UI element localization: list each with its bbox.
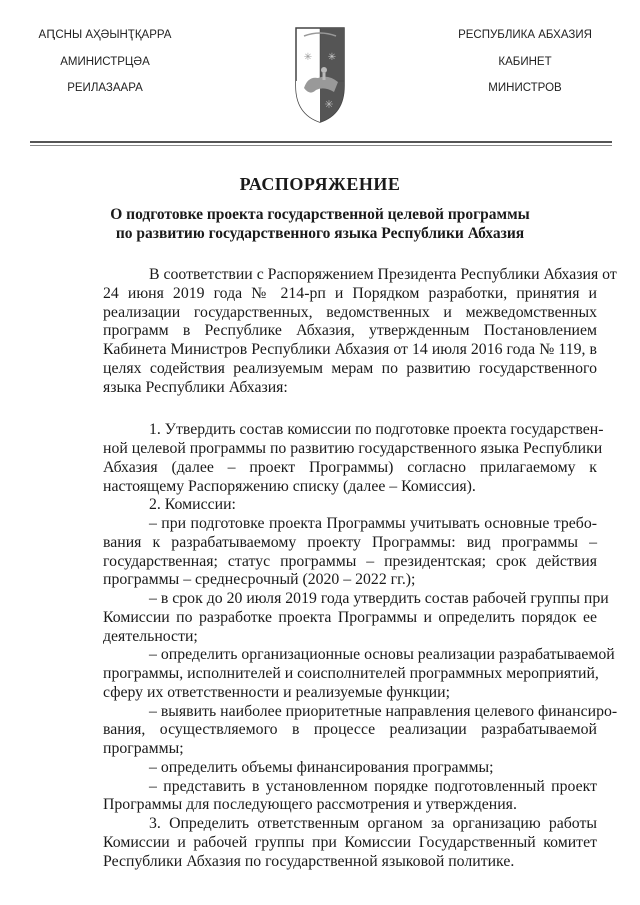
paragraph-line: 3. Определить ответственным органом за организацию работы (149, 815, 597, 832)
document-subtitle (0, 205, 640, 243)
paragraph-line: – определить объемы финансирования программы; (149, 758, 494, 776)
paragraph-line: – выявить наиболее приоритетные направления целевого финансиро- (149, 702, 618, 720)
paragraph (103, 759, 597, 778)
header-line: КАБИНЕТ (498, 55, 552, 68)
paragraph-line: государственная; статус программы – президентская; срок действия (103, 552, 597, 570)
paragraph-line: вания, осуществляемого в процессе реализации разрабатываемой (103, 721, 597, 739)
paragraph-line: сферу их ответственности и реализуемые функции; (103, 683, 450, 701)
svg-text:✳: ✳ (327, 52, 337, 63)
paragraph (103, 646, 615, 702)
coat-of-arms-emblem (294, 26, 346, 124)
paragraph (103, 515, 597, 590)
svg-text:✳: ✳ (303, 52, 313, 63)
paragraph-line: вания к разрабатываемому проекту Программы: вид программы – (103, 533, 597, 551)
header-divider-thick (30, 141, 612, 143)
paragraph-line: языка Республики Абхазия: (103, 378, 288, 396)
paragraph (103, 702, 618, 759)
paragraph (103, 815, 597, 871)
paragraph-line: 2. Комиссии: (149, 496, 236, 514)
paragraph-line: В соответствии с Распоряжением Президента Республики Абхазия от (149, 266, 617, 283)
paragraph-line: Программы для последующего рассмотрения и утверждения. (103, 796, 517, 814)
paragraph-line: Кабинета Министров Республики Абхазия от 14 июля 2016 года № 119, в (103, 341, 597, 358)
header-line: МИНИСТРОВ (488, 82, 562, 94)
paragraph-line: – определить организационные основы реализации разрабатываемой (149, 646, 615, 664)
paragraph-line: деятельности; (103, 627, 198, 645)
paragraph-line: программы – среднесрочный (2020 – 2022 гг.); (103, 571, 416, 589)
header-line: АԤСНЫ АҲӘЫНҬҚАРРА (38, 29, 172, 41)
paragraph-line: Абхазия (далее – проект Программы) согласно прилагаемому к (103, 458, 597, 476)
paragraph (103, 421, 604, 496)
paragraph-line: – при подготовке проекта Программы учитывать основные требо- (149, 515, 597, 532)
svg-text:✳: ✳ (324, 99, 334, 111)
header-line: РЕСПУБЛИКА АБХАЗИЯ (458, 29, 592, 41)
paragraph-line: программ в Республике Абхазия, утвержденным Постановлением (103, 322, 597, 340)
header-right-russian (425, 22, 625, 102)
document-body (103, 266, 618, 871)
subtitle-line: О подготовке проекта государственной целевой программы (110, 206, 530, 223)
header-line: РЕИЛАЗААРА (67, 82, 143, 94)
document-title: РАСПОРЯЖЕНИЕ (239, 174, 401, 194)
paragraph-line: настоящему Распоряжению списку (далее – Комиссия). (103, 477, 476, 495)
header-left-abkhaz (5, 22, 205, 102)
paragraph-line: Комиссии и рабочей группы при Комиссии Государственный комитет (103, 833, 597, 851)
subtitle-line: по развитию государственного языка Республики Абхазия (115, 225, 525, 242)
paragraph-line: Республики Абхазия по государственной языковой политике. (103, 852, 515, 870)
paragraph-line: программы; (103, 740, 184, 757)
paragraph (103, 590, 609, 646)
paragraph-spacer (103, 397, 597, 421)
header-line: АМИНИСТРЦӘА (60, 55, 150, 68)
paragraph-line: – представить в установленном порядке подготовленный проект (149, 777, 597, 795)
header-divider-thin (30, 145, 612, 146)
paragraph-line: 24 июня 2019 года № 214-рп и Порядком разработки, принятия и (103, 284, 597, 302)
paragraph-line: 1. Утвердить состав комиссии по подготовке проекта государствен- (149, 421, 604, 439)
paragraph-line: Комиссии по разработке проекта Программы и определить порядок ее (103, 608, 597, 626)
paragraph (103, 778, 597, 816)
paragraph (103, 266, 617, 397)
paragraph-line: – в срок до 20 июля 2019 года утвердить состав рабочей группы при (149, 590, 609, 607)
paragraph (103, 496, 597, 515)
paragraph-line: целях содействия реализуемым мерам по развитию государственного (103, 359, 597, 377)
paragraph-line: программы, исполнителей и соисполнителей программных мероприятий, (103, 665, 599, 682)
paragraph-line: ной целевой программы по развитию государственного языка Республики (103, 440, 603, 457)
paragraph-line: реализации государственных, ведомственных и межведомственных (103, 303, 597, 321)
